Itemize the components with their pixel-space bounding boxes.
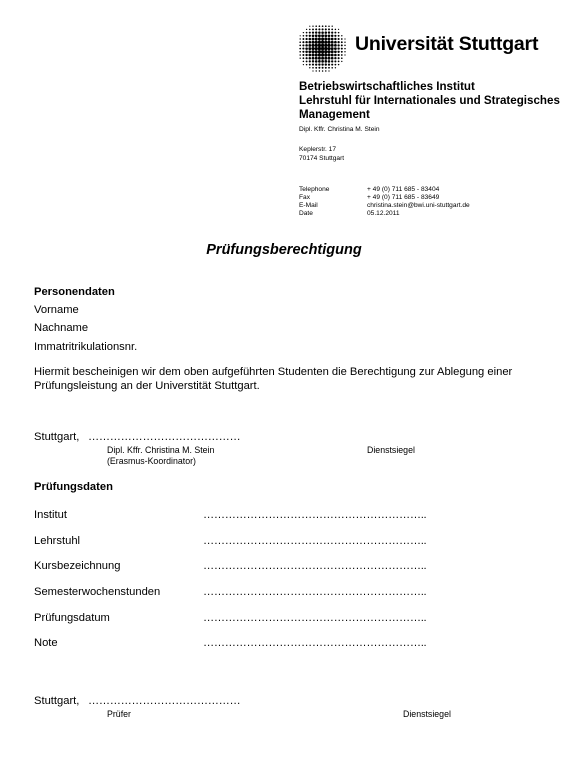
university-logo-icon (296, 22, 348, 74)
logo-dot (331, 35, 334, 38)
logo-dot (318, 34, 321, 37)
logo-dot (338, 64, 339, 65)
logo-dot (311, 50, 314, 53)
logo-dot (309, 32, 311, 34)
logo-dot (299, 54, 301, 56)
logo-dot (315, 53, 318, 56)
logo-dot (331, 67, 333, 69)
logo-dot (334, 60, 336, 62)
logo-dot (341, 51, 343, 53)
logo-dot (312, 70, 313, 71)
logo-dot (309, 67, 310, 68)
logo-dot (337, 41, 339, 43)
logo-dot (328, 67, 330, 69)
official-seal-label: Dienstsiegel (367, 445, 415, 455)
logo-dot (324, 53, 327, 56)
logo-dot (312, 35, 315, 38)
logo-dot (318, 63, 320, 65)
logo-dot (305, 51, 308, 54)
logo-dot (305, 41, 307, 43)
logo-dot (312, 57, 315, 60)
date-value: 05.12.2011 (367, 210, 400, 217)
exam-field-course: Kursbezeichnung (34, 560, 121, 572)
logo-dot (309, 35, 311, 37)
logo-dot (305, 44, 308, 47)
logo-dot (331, 64, 333, 66)
institute-name: Betriebswirtschaftliches Institut (299, 80, 475, 93)
signature1-line: …………………………………… (88, 431, 241, 443)
matriculation-label: Immatritrikulationsnr. (34, 341, 138, 353)
signature1-place: Stuttgart, (34, 431, 80, 443)
date-label: Date (299, 210, 313, 217)
logo-dot (312, 41, 315, 44)
signatory-name: Dipl. Kffr. Christina M. Stein (107, 445, 215, 455)
logo-dot (337, 54, 339, 56)
logo-dot (321, 47, 324, 50)
exam-field-grade-line: …………………………………………………….. (203, 637, 427, 649)
address-city: 70174 Stuttgart (299, 155, 345, 162)
logo-dot (325, 63, 327, 65)
logo-dot (315, 67, 317, 69)
logo-dot (331, 47, 334, 50)
signature2-place: Stuttgart, (34, 695, 80, 707)
logo-dot (331, 41, 334, 44)
logo-dot (306, 60, 308, 62)
logo-dot (334, 38, 336, 40)
logo-dot (331, 44, 334, 47)
logo-dot (306, 64, 308, 66)
logo-dot (306, 32, 308, 34)
logo-dot (303, 61, 305, 63)
logo-dot (309, 60, 311, 62)
logo-dot (315, 47, 318, 50)
personal-data-heading: Personendaten (34, 286, 115, 298)
logo-dot (312, 38, 315, 41)
logo-dot (312, 54, 315, 57)
logo-dot (302, 44, 304, 46)
logo-dot (331, 32, 333, 34)
logo-dot (331, 29, 333, 31)
logo-dot (309, 57, 312, 60)
logo-dot (318, 60, 321, 63)
logo-dot (318, 47, 321, 50)
address-street: Keplerstr. 17 (299, 146, 337, 153)
telephone-value: + 49 (0) 711 685 - 83404 (367, 186, 440, 193)
logo-dot (300, 58, 301, 59)
logo-dot (328, 38, 331, 41)
logo-dot (341, 35, 342, 36)
logo-dot (335, 64, 337, 66)
logo-dot (312, 67, 314, 69)
logo-dot (344, 38, 345, 39)
logo-dot (303, 64, 304, 65)
email-label: E-Mail (299, 202, 318, 209)
logo-dot (332, 26, 333, 27)
logo-dot (334, 32, 336, 34)
exam-field-institute-line: …………………………………………………….. (203, 509, 427, 521)
logo-dot (325, 70, 326, 71)
logo-dot (327, 44, 330, 47)
logo-dot (331, 50, 334, 53)
first-name-label: Vorname (34, 304, 79, 316)
signature2-line: …………………………………… (88, 695, 241, 707)
logo-dot (302, 41, 304, 43)
logo-dot (315, 50, 318, 53)
logo-dot (315, 60, 318, 63)
logo-dot (334, 57, 336, 59)
logo-dot (318, 28, 320, 30)
logo-dot (322, 67, 324, 69)
logo-dot (337, 47, 339, 49)
logo-dot (327, 53, 330, 56)
logo-dot (328, 28, 330, 30)
logo-dot (315, 34, 318, 37)
exam-field-hours: Semesterwochenstunden (34, 586, 161, 598)
logo-dot (338, 35, 340, 37)
logo-dot (321, 53, 324, 56)
logo-dot (312, 28, 314, 30)
logo-dot (324, 47, 327, 50)
logo-dot (322, 28, 324, 30)
logo-dot (344, 51, 345, 52)
fax-label: Fax (299, 194, 310, 201)
logo-dot (303, 57, 305, 59)
logo-dot (341, 44, 343, 46)
statement-line2: Prüfungsleistung an der Universtität Stuttgart. (34, 380, 260, 392)
logo-dot (324, 34, 327, 37)
logo-dot (341, 38, 343, 40)
logo-dot (309, 64, 311, 66)
university-name: Universität Stuttgart (355, 33, 539, 55)
fax-value: + 49 (0) 711 685 - 83649 (367, 194, 440, 201)
logo-dot (312, 64, 314, 66)
logo-dot (302, 54, 304, 56)
logo-dot (331, 60, 333, 62)
logo-dot (305, 38, 307, 40)
statement-line1: Hiermit bescheinigen wir dem oben aufgeführten Studenten die Berechtigung zur Ablegung einer (34, 366, 513, 378)
logo-dot (327, 50, 330, 53)
logo-dot (331, 54, 334, 57)
logo-dot (322, 25, 324, 27)
logo-dot (303, 35, 305, 37)
logo-dot (315, 38, 318, 41)
logo-dot (319, 70, 320, 71)
logo-dot (315, 41, 318, 44)
logo-dot (325, 31, 328, 33)
logo-dot (341, 54, 343, 56)
logo-dot (308, 41, 311, 44)
logo-dot (303, 32, 304, 33)
logo-dot (299, 48, 301, 50)
logo-dot (306, 29, 307, 30)
exam-field-institute: Institut (34, 509, 67, 521)
logo-dot (334, 47, 337, 50)
exam-field-hours-line: …………………………………………………….. (203, 586, 427, 598)
logo-dot (325, 25, 327, 27)
logo-dot (318, 31, 321, 34)
logo-dot (312, 31, 314, 33)
logo-dot (328, 57, 331, 60)
logo-dot (318, 37, 321, 40)
logo-dot (312, 25, 313, 26)
exam-field-grade: Note (34, 637, 58, 649)
logo-dot (311, 47, 314, 50)
examiner-label: Prüfer (107, 709, 131, 719)
logo-dot (344, 42, 345, 43)
logo-dot (318, 41, 321, 44)
logo-dot (341, 41, 343, 43)
exam-field-chair: Lehrstuhl (34, 535, 81, 547)
logo-dot (311, 44, 314, 47)
logo-dot (321, 60, 324, 63)
logo-dot (302, 51, 304, 53)
chair-name-line2: Management (299, 108, 370, 121)
logo-dot (318, 67, 320, 69)
logo-dot (335, 67, 336, 68)
logo-dot (325, 28, 327, 30)
logo-dot (328, 60, 331, 63)
logo-dot (324, 60, 327, 63)
logo-dot (338, 29, 339, 30)
logo-dot (324, 44, 327, 47)
logo-dot (334, 54, 337, 57)
exam-field-date: Prüfungsdatum (34, 612, 110, 624)
logo-dot (344, 48, 346, 50)
logo-dot (344, 54, 345, 55)
logo-dot (328, 63, 330, 65)
logo-dot (300, 35, 301, 36)
logo-dot (316, 70, 317, 71)
logo-dot (344, 45, 345, 46)
last-name-label: Nachname (34, 322, 89, 334)
logo-dot (299, 38, 300, 39)
exam-field-date-line: …………………………………………………….. (203, 612, 427, 624)
logo-dot (338, 32, 340, 34)
contact-person: Dipl. Kffr. Christina M. Stein (299, 126, 380, 133)
logo-dot (321, 50, 324, 53)
logo-dot (321, 41, 324, 44)
logo-dot (327, 47, 330, 50)
logo-dot (299, 51, 301, 53)
logo-dot (302, 48, 304, 50)
logo-dot (318, 50, 321, 53)
logo-dot (328, 70, 329, 71)
logo-dot (341, 48, 343, 50)
logo-dot (334, 35, 336, 37)
logo-dot (324, 41, 327, 44)
logo-dot (318, 44, 321, 47)
logo-dot (321, 63, 323, 65)
signatory-role: (Erasmus-Koordinator) (107, 456, 196, 466)
logo-dot (299, 45, 301, 47)
logo-dot (312, 60, 314, 62)
logo-dot (321, 31, 324, 34)
logo-dot (318, 53, 321, 56)
exam-field-course-line: …………………………………………………….. (203, 560, 427, 572)
logo-dot (315, 44, 318, 47)
logo-dot (315, 31, 317, 33)
logo-dot (318, 57, 321, 60)
email-value: christina.stein@bwi.uni-stuttgart.de (367, 202, 470, 209)
logo-dot (335, 29, 337, 31)
logo-dot (331, 57, 334, 60)
logo-dot (334, 50, 337, 53)
logo-dot (328, 25, 330, 27)
logo-dot (337, 44, 339, 46)
logo-dot (308, 50, 311, 53)
logo-dot (309, 26, 310, 27)
logo-dot (337, 51, 339, 53)
official-seal-label-2: Dienstsiegel (403, 709, 451, 719)
logo-dot (324, 37, 327, 40)
logo-dot (308, 54, 311, 57)
logo-dot (299, 41, 301, 43)
logo-dot (309, 38, 312, 41)
logo-dot (306, 35, 308, 37)
logo-dot (324, 57, 327, 60)
telephone-label: Telephone (299, 186, 330, 193)
logo-dot (315, 63, 317, 65)
logo-dot (341, 57, 343, 59)
logo-dot (328, 31, 330, 33)
logo-dot (309, 29, 311, 31)
logo-dot (306, 57, 308, 59)
logo-dot (305, 47, 308, 50)
logo-dot (334, 41, 337, 44)
document-title: Prüfungsberechtigung (206, 242, 362, 258)
logo-dot (308, 44, 311, 47)
logo-dot (338, 61, 340, 63)
logo-dot (331, 38, 334, 41)
logo-dot (302, 38, 304, 40)
logo-dot (322, 70, 324, 72)
logo-dot (321, 57, 324, 60)
logo-dot (315, 25, 317, 27)
exam-field-chair-line: …………………………………………………….. (203, 535, 427, 547)
logo-dot (328, 34, 331, 37)
logo-dot (341, 61, 342, 62)
logo-dot (319, 25, 321, 27)
logo-dot (324, 50, 327, 53)
logo-dot (327, 41, 330, 44)
logo-dot (308, 47, 311, 50)
logo-dot (334, 44, 337, 47)
logo-dot (321, 44, 324, 47)
logo-dot (305, 54, 307, 56)
logo-dot (338, 38, 340, 40)
chair-name-line1: Lehrstuhl für Internationales und Strategisches (299, 94, 560, 107)
logo-dot (321, 34, 324, 37)
logo-dot (315, 57, 318, 60)
logo-dot (325, 67, 327, 69)
logo-dot (338, 57, 340, 59)
logo-dot (315, 28, 317, 30)
logo-dot (321, 37, 324, 40)
exam-data-heading: Prüfungsdaten (34, 481, 113, 493)
